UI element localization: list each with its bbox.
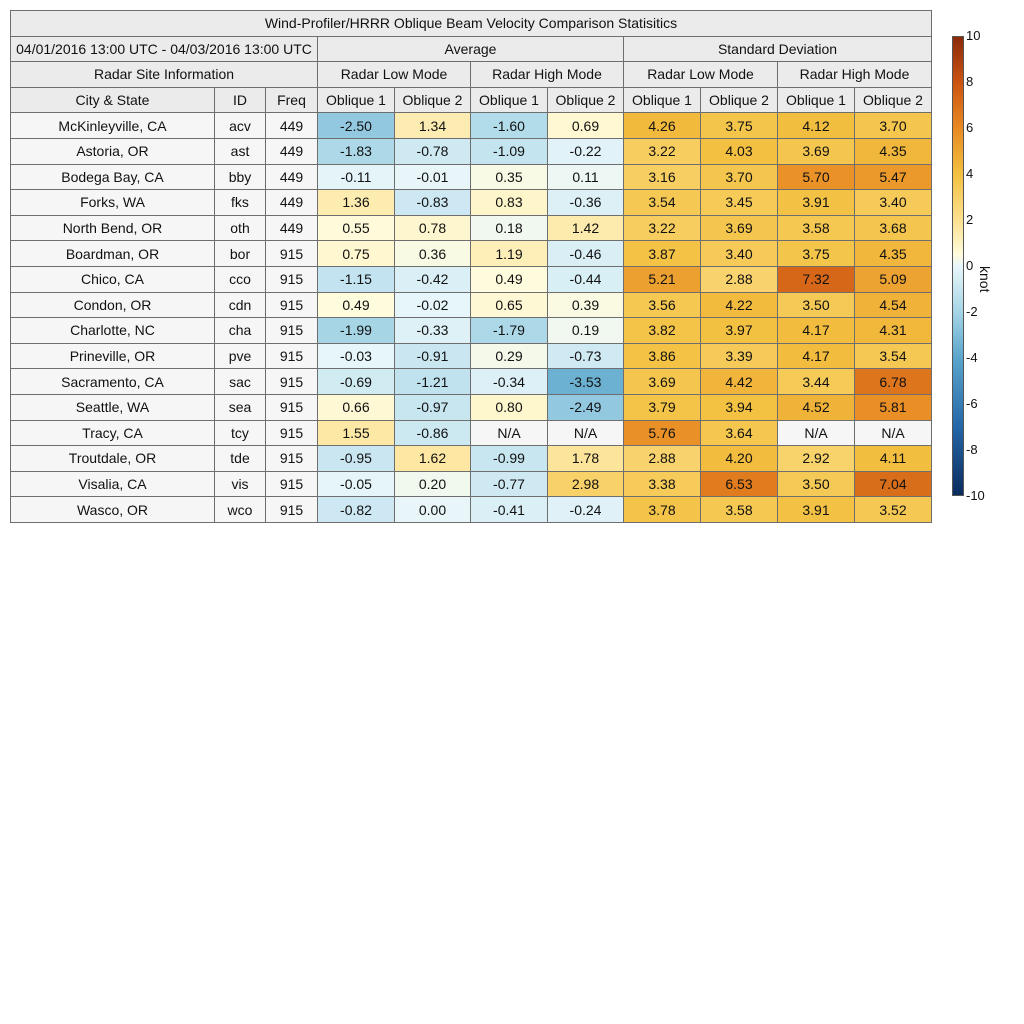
value-cell: 4.26 [624, 113, 701, 139]
value-cell: 1.36 [318, 190, 395, 216]
column-header: Oblique 2 [548, 87, 624, 113]
value-cell: 3.39 [701, 343, 778, 369]
freq-cell: 449 [266, 215, 318, 241]
colorbar-tick: 0 [966, 258, 974, 273]
value-cell: 3.54 [855, 343, 932, 369]
city-cell: Astoria, OR [11, 138, 215, 164]
value-cell: 2.98 [548, 471, 624, 497]
site-id-cell: sac [215, 369, 266, 395]
table-title: Wind-Profiler/HRRR Oblique Beam Velocity Comparison Statisitics [11, 11, 932, 37]
freq-cell: 915 [266, 343, 318, 369]
site-id-cell: sea [215, 394, 266, 420]
average-header: Average [318, 36, 624, 62]
value-cell: -2.49 [548, 394, 624, 420]
value-cell: -0.34 [471, 369, 548, 395]
value-cell: 4.20 [701, 446, 778, 472]
city-cell: Tracy, CA [11, 420, 215, 446]
colorbar-tick: -10 [966, 488, 985, 503]
freq-cell: 915 [266, 394, 318, 420]
value-cell: 3.38 [624, 471, 701, 497]
std-dev-header: Standard Deviation [624, 36, 932, 62]
value-cell: 3.54 [624, 190, 701, 216]
value-cell: -0.99 [471, 446, 548, 472]
value-cell: -1.60 [471, 113, 548, 139]
site-id-cell: pve [215, 343, 266, 369]
value-cell: 0.49 [471, 266, 548, 292]
mode-header: Radar High Mode [778, 62, 932, 88]
colorbar-label: knot [977, 266, 993, 293]
freq-cell: 915 [266, 471, 318, 497]
column-header: City & State [11, 87, 215, 113]
value-cell: 0.55 [318, 215, 395, 241]
value-cell: 6.53 [701, 471, 778, 497]
colorbar-tick: -6 [966, 396, 978, 411]
table-row [11, 292, 932, 318]
value-cell: N/A [855, 420, 932, 446]
site-id-cell: tde [215, 446, 266, 472]
city-cell: Troutdale, OR [11, 446, 215, 472]
value-cell: 1.34 [395, 113, 471, 139]
value-cell: 3.87 [624, 241, 701, 267]
value-cell: 3.97 [701, 318, 778, 344]
city-cell: Visalia, CA [11, 471, 215, 497]
value-cell: 5.09 [855, 266, 932, 292]
colorbar-tick: -8 [966, 442, 978, 457]
value-cell: -0.69 [318, 369, 395, 395]
table-row [11, 446, 932, 472]
city-cell: Prineville, OR [11, 343, 215, 369]
table-row [11, 471, 932, 497]
value-cell: 3.69 [778, 138, 855, 164]
value-cell: 0.19 [548, 318, 624, 344]
value-cell: -0.41 [471, 497, 548, 523]
value-cell: 4.31 [855, 318, 932, 344]
value-cell: 3.75 [701, 113, 778, 139]
value-cell: 3.22 [624, 215, 701, 241]
value-cell: 4.17 [778, 318, 855, 344]
comparison-table [10, 10, 932, 523]
table-row [11, 497, 932, 523]
value-cell: 0.83 [471, 190, 548, 216]
table-row [11, 190, 932, 216]
value-cell: -0.03 [318, 343, 395, 369]
site-id-cell: wco [215, 497, 266, 523]
value-cell: 4.35 [855, 241, 932, 267]
table-row [11, 394, 932, 420]
value-cell: 5.21 [624, 266, 701, 292]
value-cell: 0.36 [395, 241, 471, 267]
value-cell: 5.76 [624, 420, 701, 446]
freq-cell: 915 [266, 266, 318, 292]
freq-cell: 915 [266, 369, 318, 395]
value-cell: 3.22 [624, 138, 701, 164]
colorbar-tick: 10 [966, 28, 981, 43]
value-cell: 3.70 [701, 164, 778, 190]
value-cell: 3.91 [778, 190, 855, 216]
value-cell: N/A [548, 420, 624, 446]
value-cell: 3.52 [855, 497, 932, 523]
value-cell: 3.69 [701, 215, 778, 241]
value-cell: 3.79 [624, 394, 701, 420]
value-cell: 3.44 [778, 369, 855, 395]
value-cell: 3.45 [701, 190, 778, 216]
value-cell: 3.86 [624, 343, 701, 369]
value-cell: 3.50 [778, 471, 855, 497]
table-row [11, 138, 932, 164]
value-cell: -1.21 [395, 369, 471, 395]
value-cell: 0.65 [471, 292, 548, 318]
freq-cell: 915 [266, 241, 318, 267]
city-cell: Wasco, OR [11, 497, 215, 523]
city-cell: Condon, OR [11, 292, 215, 318]
site-info-header: Radar Site Information [11, 62, 318, 88]
column-header: Oblique 2 [395, 87, 471, 113]
freq-cell: 449 [266, 164, 318, 190]
value-cell: 3.78 [624, 497, 701, 523]
freq-cell: 915 [266, 318, 318, 344]
column-header: ID [215, 87, 266, 113]
value-cell: 0.66 [318, 394, 395, 420]
colorbar-tick: 2 [966, 212, 974, 227]
value-cell: -1.15 [318, 266, 395, 292]
site-id-cell: fks [215, 190, 266, 216]
value-cell: -2.50 [318, 113, 395, 139]
value-cell: -0.01 [395, 164, 471, 190]
value-cell: 4.03 [701, 138, 778, 164]
table-row [11, 318, 932, 344]
value-cell: 4.12 [778, 113, 855, 139]
city-cell: Boardman, OR [11, 241, 215, 267]
value-cell: -0.44 [548, 266, 624, 292]
value-cell: 6.78 [855, 369, 932, 395]
value-cell: 0.35 [471, 164, 548, 190]
city-cell: Sacramento, CA [11, 369, 215, 395]
table-row [11, 215, 932, 241]
value-cell: 0.00 [395, 497, 471, 523]
value-cell: -0.42 [395, 266, 471, 292]
site-id-cell: tcy [215, 420, 266, 446]
value-cell: 4.54 [855, 292, 932, 318]
table-row [11, 343, 932, 369]
site-id-cell: cha [215, 318, 266, 344]
value-cell: 3.64 [701, 420, 778, 446]
freq-cell: 915 [266, 497, 318, 523]
value-cell: -0.82 [318, 497, 395, 523]
table-row [11, 241, 932, 267]
value-cell: -0.91 [395, 343, 471, 369]
column-header: Oblique 1 [778, 87, 855, 113]
value-cell: 3.16 [624, 164, 701, 190]
value-cell: 5.70 [778, 164, 855, 190]
value-cell: 3.94 [701, 394, 778, 420]
value-cell: 2.88 [701, 266, 778, 292]
value-cell: -1.83 [318, 138, 395, 164]
value-cell: -3.53 [548, 369, 624, 395]
value-cell: N/A [778, 420, 855, 446]
value-cell: -0.77 [471, 471, 548, 497]
value-cell: 0.18 [471, 215, 548, 241]
site-id-cell: vis [215, 471, 266, 497]
value-cell: 0.39 [548, 292, 624, 318]
freq-cell: 915 [266, 420, 318, 446]
colorbar-tick: -2 [966, 304, 978, 319]
value-cell: 0.49 [318, 292, 395, 318]
city-cell: McKinleyville, CA [11, 113, 215, 139]
value-cell: 4.35 [855, 138, 932, 164]
column-header: Freq [266, 87, 318, 113]
date-range: 04/01/2016 13:00 UTC - 04/03/2016 13:00 UTC [11, 36, 318, 62]
site-id-cell: bby [215, 164, 266, 190]
city-cell: Seattle, WA [11, 394, 215, 420]
freq-cell: 449 [266, 113, 318, 139]
value-cell: 0.78 [395, 215, 471, 241]
site-id-cell: oth [215, 215, 266, 241]
value-cell: -0.95 [318, 446, 395, 472]
value-cell: 3.68 [855, 215, 932, 241]
value-cell: 5.81 [855, 394, 932, 420]
value-cell: -0.22 [548, 138, 624, 164]
value-cell: 1.55 [318, 420, 395, 446]
value-cell: 1.62 [395, 446, 471, 472]
value-cell: -0.24 [548, 497, 624, 523]
value-cell: 2.88 [624, 446, 701, 472]
freq-cell: 449 [266, 138, 318, 164]
table-row [11, 266, 932, 292]
value-cell: 3.69 [624, 369, 701, 395]
value-cell: 4.42 [701, 369, 778, 395]
value-cell: -0.33 [395, 318, 471, 344]
value-cell: 3.40 [855, 190, 932, 216]
value-cell: -0.46 [548, 241, 624, 267]
value-cell: 0.80 [471, 394, 548, 420]
site-id-cell: bor [215, 241, 266, 267]
value-cell: 1.42 [548, 215, 624, 241]
table-row [11, 420, 932, 446]
mode-header: Radar High Mode [471, 62, 624, 88]
column-header: Oblique 1 [624, 87, 701, 113]
colorbar-tick: -4 [966, 350, 978, 365]
value-cell: 3.75 [778, 241, 855, 267]
value-cell: 3.58 [701, 497, 778, 523]
mode-header: Radar Low Mode [318, 62, 471, 88]
city-cell: Bodega Bay, CA [11, 164, 215, 190]
table-row [11, 369, 932, 395]
column-header-row [11, 87, 932, 113]
value-cell: 0.69 [548, 113, 624, 139]
colorbar-tick: 8 [966, 74, 974, 89]
value-cell: 2.92 [778, 446, 855, 472]
table-row [11, 164, 932, 190]
value-cell: 1.78 [548, 446, 624, 472]
colorbar-tick: 4 [966, 166, 974, 181]
column-header: Oblique 2 [855, 87, 932, 113]
value-cell: 3.56 [624, 292, 701, 318]
value-cell: 0.75 [318, 241, 395, 267]
value-cell: -1.99 [318, 318, 395, 344]
value-cell: -0.05 [318, 471, 395, 497]
value-cell: 0.11 [548, 164, 624, 190]
value-cell: -1.79 [471, 318, 548, 344]
value-cell: 5.47 [855, 164, 932, 190]
value-cell: -0.02 [395, 292, 471, 318]
city-cell: Forks, WA [11, 190, 215, 216]
city-cell: Charlotte, NC [11, 318, 215, 344]
freq-cell: 915 [266, 292, 318, 318]
table-row [11, 113, 932, 139]
value-cell: 3.70 [855, 113, 932, 139]
site-id-cell: cco [215, 266, 266, 292]
column-header: Oblique 1 [471, 87, 548, 113]
city-cell: North Bend, OR [11, 215, 215, 241]
value-cell: -1.09 [471, 138, 548, 164]
value-cell: -0.86 [395, 420, 471, 446]
site-id-cell: cdn [215, 292, 266, 318]
value-cell: 1.19 [471, 241, 548, 267]
value-cell: N/A [471, 420, 548, 446]
colorbar-tick: 6 [966, 120, 974, 135]
column-header: Oblique 2 [701, 87, 778, 113]
value-cell: 3.40 [701, 241, 778, 267]
value-cell: 0.20 [395, 471, 471, 497]
value-cell: 4.52 [778, 394, 855, 420]
value-cell: 3.82 [624, 318, 701, 344]
freq-cell: 449 [266, 190, 318, 216]
value-cell: 7.04 [855, 471, 932, 497]
value-cell: 4.22 [701, 292, 778, 318]
value-cell: -0.83 [395, 190, 471, 216]
city-cell: Chico, CA [11, 266, 215, 292]
value-cell: 0.29 [471, 343, 548, 369]
value-cell: -0.97 [395, 394, 471, 420]
value-cell: 3.91 [778, 497, 855, 523]
site-id-cell: acv [215, 113, 266, 139]
value-cell: -0.36 [548, 190, 624, 216]
value-cell: -0.11 [318, 164, 395, 190]
freq-cell: 915 [266, 446, 318, 472]
value-cell: -0.73 [548, 343, 624, 369]
value-cell: -0.78 [395, 138, 471, 164]
value-cell: 4.11 [855, 446, 932, 472]
value-cell: 4.17 [778, 343, 855, 369]
value-cell: 3.50 [778, 292, 855, 318]
value-cell: 3.58 [778, 215, 855, 241]
mode-header: Radar Low Mode [624, 62, 778, 88]
column-header: Oblique 1 [318, 87, 395, 113]
colorbar-gradient [952, 36, 964, 496]
value-cell: 7.32 [778, 266, 855, 292]
site-id-cell: ast [215, 138, 266, 164]
